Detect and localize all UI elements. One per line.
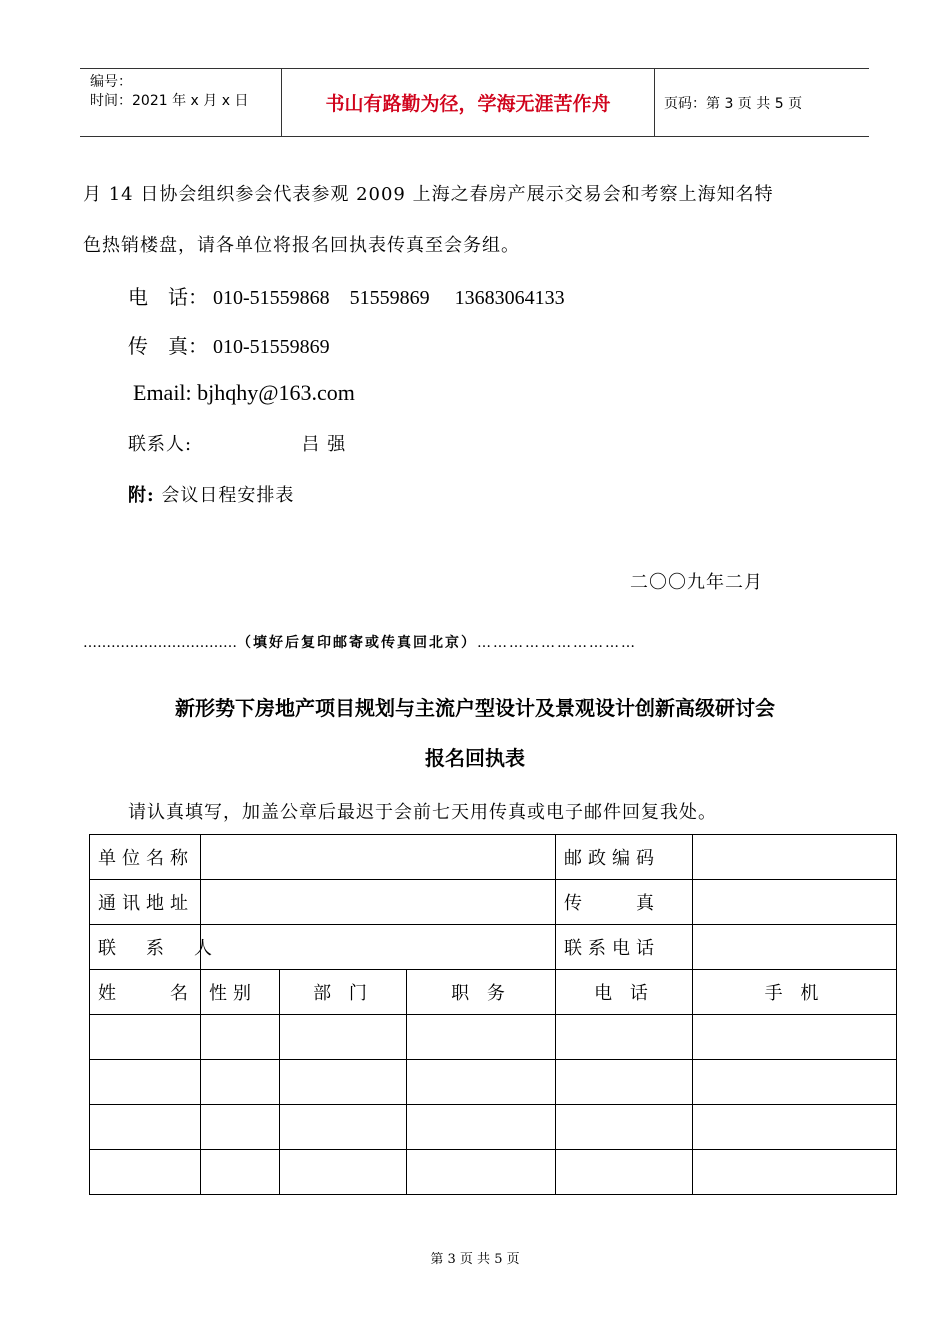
- phone-cell[interactable]: [556, 1105, 693, 1150]
- col-name: 姓 名: [90, 970, 201, 1015]
- name-cell[interactable]: [90, 1150, 201, 1195]
- postcode-field[interactable]: [693, 835, 897, 880]
- contact-label: 联系人:: [128, 434, 193, 455]
- contact-phone-label: 联系电话: [556, 925, 693, 970]
- mobile-cell[interactable]: [693, 1060, 897, 1105]
- header-motto: 书山有路勤为径，学海无涯苦作舟: [325, 93, 611, 115]
- name-cell[interactable]: [90, 1060, 201, 1105]
- table-row: [90, 1105, 897, 1150]
- table-row: [90, 880, 897, 925]
- department-cell[interactable]: [280, 1105, 407, 1150]
- gender-cell[interactable]: [201, 1150, 280, 1195]
- form-title: 新形势下房地产项目规划与主流户型设计及景观设计创新高级研讨会: [175, 696, 775, 720]
- attachment-label: 附:: [128, 485, 155, 506]
- cut-line-dots: ……………………………: [83, 635, 237, 651]
- department-cell[interactable]: [280, 1150, 407, 1195]
- phone-label: 电 话：: [128, 287, 208, 309]
- department-cell[interactable]: [280, 1015, 407, 1060]
- registration-table: [89, 834, 897, 1195]
- table-row: [90, 925, 897, 970]
- table-row: [90, 1015, 897, 1060]
- phone-value: 010-51559868 51559869 13683064133: [213, 287, 565, 309]
- name-cell[interactable]: [90, 1105, 201, 1150]
- email-label: Email:: [133, 380, 192, 405]
- date: 二〇〇九年二月: [630, 572, 763, 593]
- contact-person-label: 联 系 人: [90, 925, 201, 970]
- header-page-number: 页码：第 3 页 共 5 页: [664, 96, 803, 112]
- fax-field[interactable]: [693, 880, 897, 925]
- mobile-cell[interactable]: [693, 1150, 897, 1195]
- table-header-row: [90, 970, 897, 1015]
- position-cell[interactable]: [407, 1150, 556, 1195]
- position-cell[interactable]: [407, 1105, 556, 1150]
- header-divider: [654, 69, 655, 136]
- mobile-cell[interactable]: [693, 1015, 897, 1060]
- email-line: [133, 380, 355, 406]
- header-number: 编号：: [90, 74, 132, 90]
- attachment-line: [128, 481, 294, 507]
- address-field[interactable]: [201, 880, 556, 925]
- unit-name-field[interactable]: [201, 835, 556, 880]
- phone-cell[interactable]: [556, 1060, 693, 1105]
- header-time: 时间：2021 年 x 月 x 日: [90, 93, 249, 109]
- cut-line: [83, 632, 637, 652]
- position-cell[interactable]: [407, 1015, 556, 1060]
- gender-cell[interactable]: [201, 1015, 280, 1060]
- col-department: 部 门: [280, 970, 407, 1015]
- unit-name-label: 单位名称: [90, 835, 201, 880]
- cut-line-dots: …………………………: [477, 635, 637, 651]
- position-cell[interactable]: [407, 1060, 556, 1105]
- mobile-cell[interactable]: [693, 1105, 897, 1150]
- phone-cell[interactable]: [556, 1015, 693, 1060]
- contact-phone-field[interactable]: [693, 925, 897, 970]
- name-cell[interactable]: [90, 1015, 201, 1060]
- address-label: 通讯地址: [90, 880, 201, 925]
- fax-line: [128, 330, 330, 359]
- form-subtitle: 报名回执表: [425, 746, 525, 770]
- fax-label: 传 真：: [128, 336, 208, 358]
- table-row: [90, 1060, 897, 1105]
- paragraph-line: 月 14 日协会组织参会代表参观 2009 上海之春房产展示交易会和考察上海知名特: [83, 184, 774, 205]
- gender-cell[interactable]: [201, 1060, 280, 1105]
- col-gender: 性别: [201, 970, 280, 1015]
- page-footer: 第 3 页 共 5 页: [430, 1252, 520, 1267]
- header-meta: [90, 73, 248, 111]
- col-phone: 电 话: [556, 970, 693, 1015]
- table-row: [90, 835, 897, 880]
- contact-value: 吕 强: [301, 434, 347, 455]
- table-row: [90, 1150, 897, 1195]
- fax-label: 传 真: [556, 880, 693, 925]
- department-cell[interactable]: [280, 1060, 407, 1105]
- email-value: bjhqhy@163.com: [197, 380, 355, 405]
- attachment-value: 会议日程安排表: [161, 485, 295, 506]
- col-mobile: 手 机: [693, 970, 897, 1015]
- phone-line: [128, 281, 565, 310]
- postcode-label: 邮政编码: [556, 835, 693, 880]
- contact-person-field[interactable]: [201, 925, 556, 970]
- form-instruction: 请认真填写，加盖公章后最迟于会前七天用传真或电子邮件回复我处。: [128, 802, 717, 823]
- cut-line-text: （填好后复印邮寄或传真回北京）: [237, 635, 477, 651]
- paragraph-line: 色热销楼盘，请各单位将报名回执表传真至会务组。: [83, 235, 520, 256]
- fax-value: 010-51559869: [213, 336, 330, 358]
- phone-cell[interactable]: [556, 1150, 693, 1195]
- col-position: 职 务: [407, 970, 556, 1015]
- page-header: [80, 68, 869, 137]
- gender-cell[interactable]: [201, 1105, 280, 1150]
- contact-line: [128, 430, 346, 456]
